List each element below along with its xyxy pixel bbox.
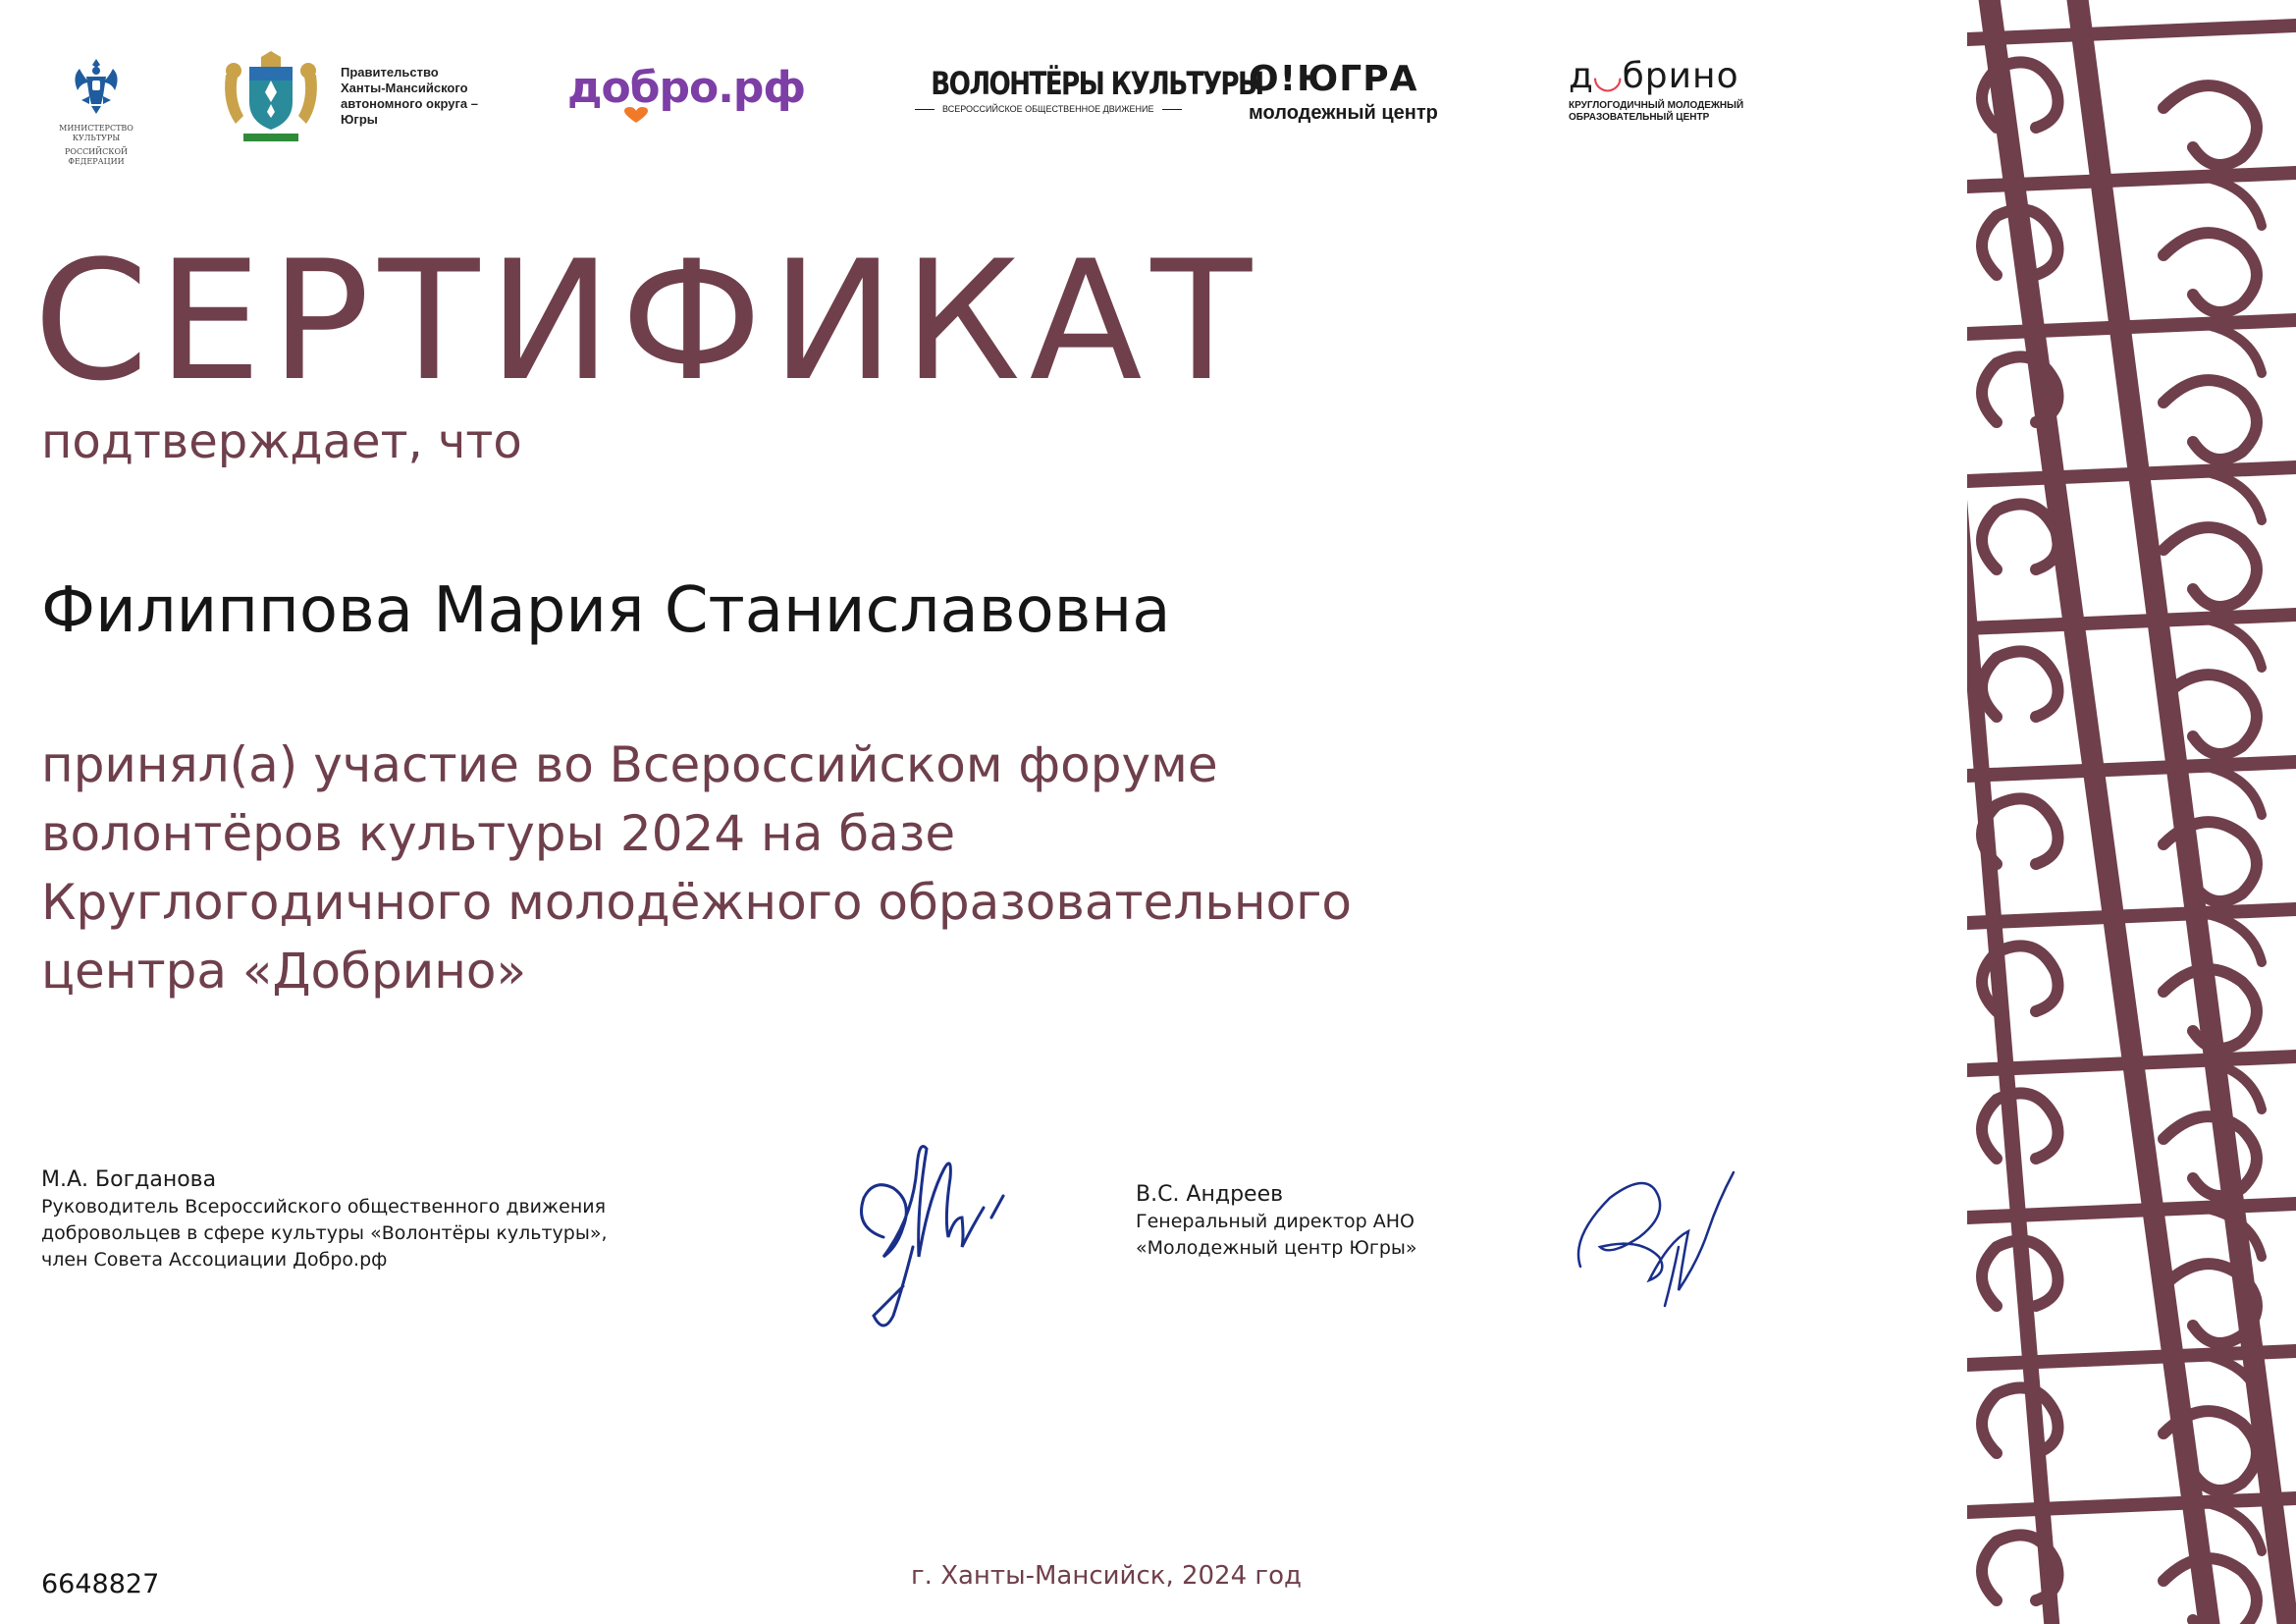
signer-role-line: добровольцев в сфере культуры «Волонтёры культуры»,: [41, 1222, 608, 1244]
recipient-name: Филиппова Мария Станиславовна: [41, 574, 1171, 647]
signer-name: В.С. Андреев: [1136, 1182, 1284, 1207]
government-name: [341, 65, 527, 128]
dobro-rf-text: добро.рф: [567, 63, 806, 113]
certificate-serial-number: 6648827: [41, 1569, 160, 1599]
volunteers-subtitle: ВСЕРОССИЙСКОЕ ОБЩЕСТВЕННОЕ ДВИЖЕНИЕ: [907, 104, 1172, 114]
ministry-caption-line1: МИНИСТЕРСТВО КУЛЬТУРЫ: [59, 124, 133, 142]
government-line2: Ханты-Мансийского: [341, 81, 468, 95]
government-line3: автономного округа –: [341, 96, 478, 111]
lattice-ornament-icon: [1967, 0, 2296, 1624]
signer-role-line: член Совета Ассоциации Добро.рф: [41, 1249, 388, 1271]
achievement-line: центра «Добрино»: [41, 943, 527, 1000]
achievement-text: [41, 731, 1906, 1005]
signer-role-line: «Молодежный центр Югры»: [1136, 1237, 1417, 1259]
logo-strip: [0, 0, 1963, 166]
signer-name: М.А. Богданова: [41, 1167, 217, 1192]
khmao-government-logo: [218, 51, 512, 145]
khmao-coat-of-arms-icon: [218, 51, 324, 145]
dobrino-title: [1569, 57, 1785, 96]
double-headed-eagle-icon: [62, 51, 131, 120]
ministry-of-culture-logo: [37, 51, 155, 167]
ugra-subtitle: молодежный центр: [1249, 102, 1438, 124]
signer-bogdanova: [41, 1166, 856, 1273]
place-and-year: г. Ханты-Мансийск, 2024 год: [911, 1561, 1302, 1591]
volunteers-title: ВОЛОНТЁРЫ КУЛЬТУРЫ: [931, 65, 1263, 102]
achievement-line: принял(а) участие во Всероссийском форуме: [41, 736, 1218, 793]
certificate-title: СЕРТИФИКАТ: [33, 225, 1261, 417]
dobrino-title-start: д: [1569, 56, 1594, 96]
ministry-caption-line2: РОССИЙСКОЙ ФЕДЕРАЦИИ: [65, 147, 128, 166]
signature-andreev-icon: [1561, 1129, 1757, 1316]
confirms-text: подтверждает, что: [41, 414, 522, 469]
achievement-line: Круглогодичного молодёжного образовательного: [41, 874, 1352, 931]
signature-bogdanova-icon: [844, 1100, 1021, 1335]
decorative-ornament: [1967, 0, 2296, 1624]
dobrino-title-end: брино: [1622, 56, 1739, 96]
o-ugra-youth-center-logo: [1249, 61, 1438, 124]
achievement-line: волонтёров культуры 2024 на базе: [41, 805, 956, 862]
government-line1: Правительство: [341, 65, 439, 80]
dobrino-logo: [1569, 57, 1785, 124]
volunteers-of-culture-logo: [907, 65, 1263, 114]
signer-andreev: [1136, 1181, 1568, 1262]
government-line4: Югры: [341, 112, 378, 127]
dobrino-subtitle-line1: КРУГЛОГОДИЧНЫЙ МОЛОДЕЖНЫЙ: [1569, 100, 1744, 111]
dobrino-smile-icon: ◡: [1593, 56, 1623, 96]
dobro-rf-logo: [567, 63, 805, 113]
heart-icon: [623, 106, 649, 124]
signer-role-line: Генеральный директор АНО: [1136, 1211, 1415, 1232]
dobrino-subtitle-line2: ОБРАЗОВАТЕЛЬНЫЙ ЦЕНТР: [1569, 112, 1710, 123]
signer-role-line: Руководитель Всероссийского общественного движения: [41, 1196, 607, 1218]
ugra-title: О!ЮГРА: [1249, 59, 1418, 99]
